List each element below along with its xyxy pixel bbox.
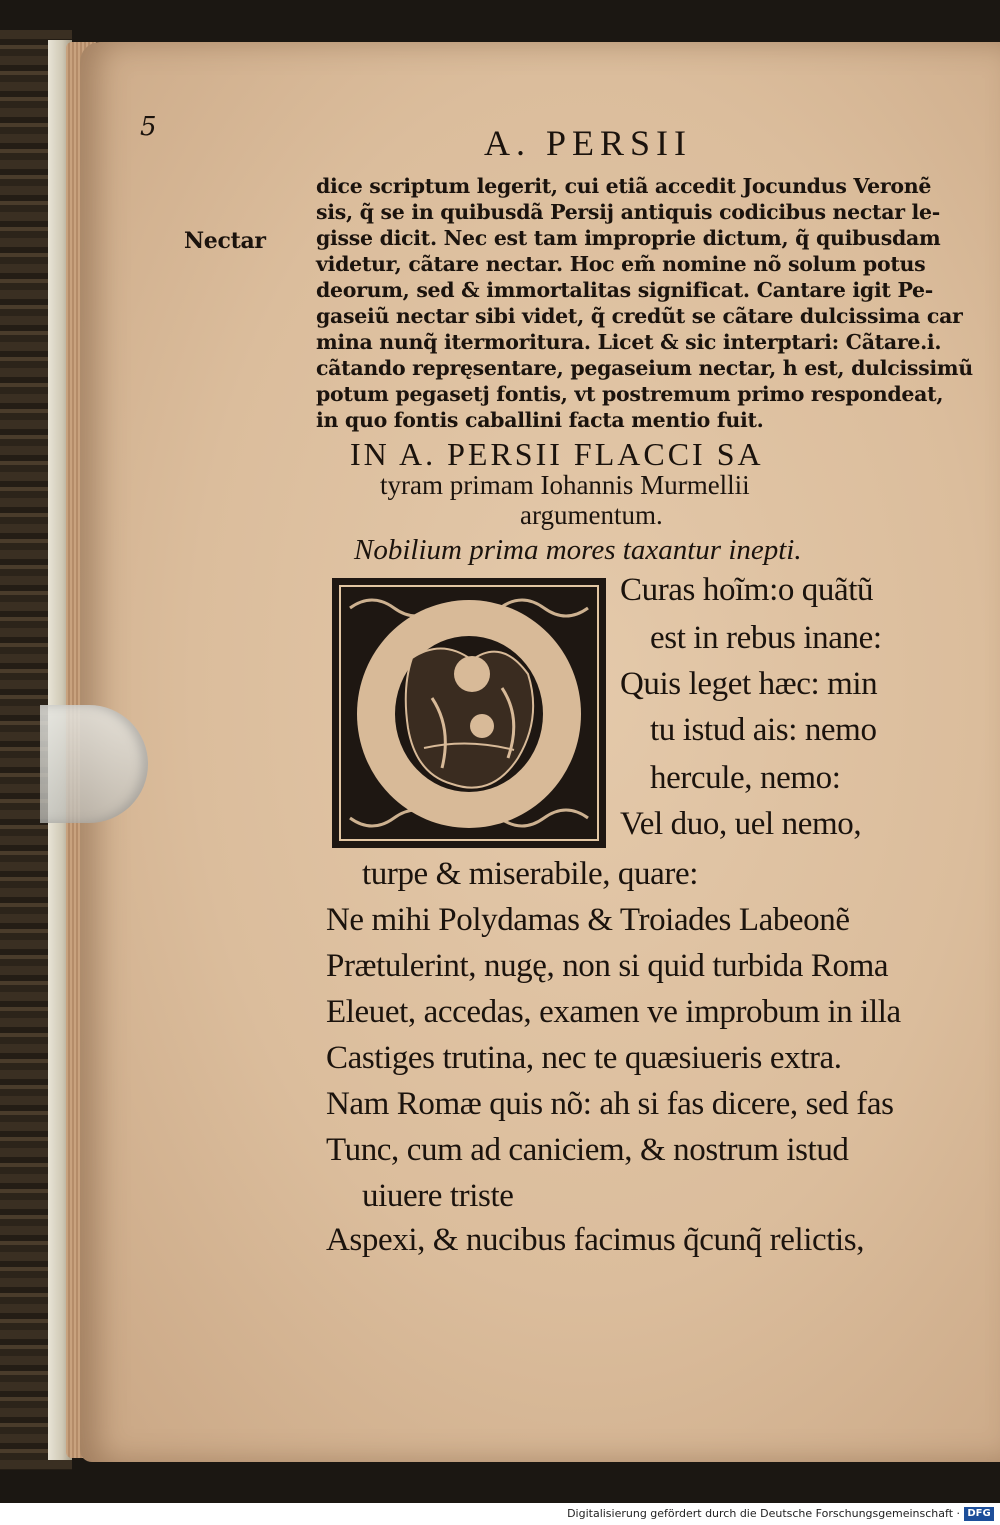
verse-line: turpe & miserabile, quare: <box>362 856 698 892</box>
folio-number: 5 <box>140 112 157 142</box>
commentary-line: gisse dicit. Nec est tam improprie dictum, q̃ quibusdam <box>316 226 941 250</box>
commentary-line: cãtando repręsentare, pegaseium nectar, h est, dulcissimũ <box>316 356 973 380</box>
decorated-initial <box>332 578 606 848</box>
initial-woodcut-icon <box>332 578 606 848</box>
commentary-line: dice scriptum legerit, cui etiã accedit Jocundus Veronẽ <box>316 174 932 198</box>
verse-line: Eleuet, accedas, examen ve improbum in illa <box>326 994 901 1030</box>
commentary-line: sis, q̃ se in quibusdã Persij antiquis codicibus nectar le- <box>316 200 940 224</box>
footer-bar <box>0 1503 1000 1525</box>
verse-line: Nam Romæ quis nõ: ah si fas dicere, sed fas <box>326 1086 894 1122</box>
verse-line: Curas hoĩm:o quãtũ <box>620 572 874 608</box>
satire-heading-line3: argumentum. <box>520 500 663 530</box>
dfg-logo: DFG <box>964 1507 994 1521</box>
verse-line: Quis leget hæc: min <box>620 666 878 702</box>
verse-line: Tunc, cum ad caniciem, & nostrum istud <box>326 1132 849 1168</box>
verse-line: Ne mihi Polydamas & Troiades Labeonẽ <box>326 902 850 938</box>
satire-heading-line2: tyram primam Iohannis Murmellii <box>380 470 750 500</box>
verse-line: Aspexi, & nucibus facimus q̃cunq̃ relictis, <box>326 1222 865 1258</box>
commentary-line: in quo fontis caballini facta mentio fuit. <box>316 408 764 432</box>
verse-line: tu istud ais: nemo <box>650 712 877 748</box>
running-head: A. PERSII <box>484 123 693 163</box>
commentary-line: videtur, cãtare nectar. Hoc em̃ nomine nõ solum potus <box>316 252 926 276</box>
verse-line: Prætulerint, nugę, non si quid turbida Roma <box>326 948 889 984</box>
satire-heading: IN A. PERSII FLACCI SA <box>350 436 764 472</box>
commentary-line: deorum, sed & immortalitas significat. Cantare igit Pe- <box>316 278 933 302</box>
margin-note: Nectar <box>184 228 266 254</box>
argument-motto: Nobilium prima mores taxantur inepti. <box>354 534 802 566</box>
commentary-line: potum pegasetj fontis, vt postremum primo respondeat, <box>316 382 944 406</box>
commentary-line: gaseiũ nectar sibi videt, q̃ credũt se cãtare dulcissima car <box>316 304 963 328</box>
verse-line: Vel duo, uel nemo, <box>620 806 862 842</box>
verse-line: est in rebus inane: <box>650 620 882 656</box>
verse-line: hercule, nemo: <box>650 760 841 796</box>
verse-line: Castiges trutina, nec te quæsiueris extra. <box>326 1040 842 1076</box>
funding-credit: Digitalisierung gefördert durch die Deutsche Forschungsgemeinschaft · <box>567 1507 960 1520</box>
verse-line: uiuere triste <box>362 1178 514 1214</box>
commentary-line: mina nunq̃ itermoritura. Licet & sic interptari: Cãtare.i. <box>316 330 942 354</box>
